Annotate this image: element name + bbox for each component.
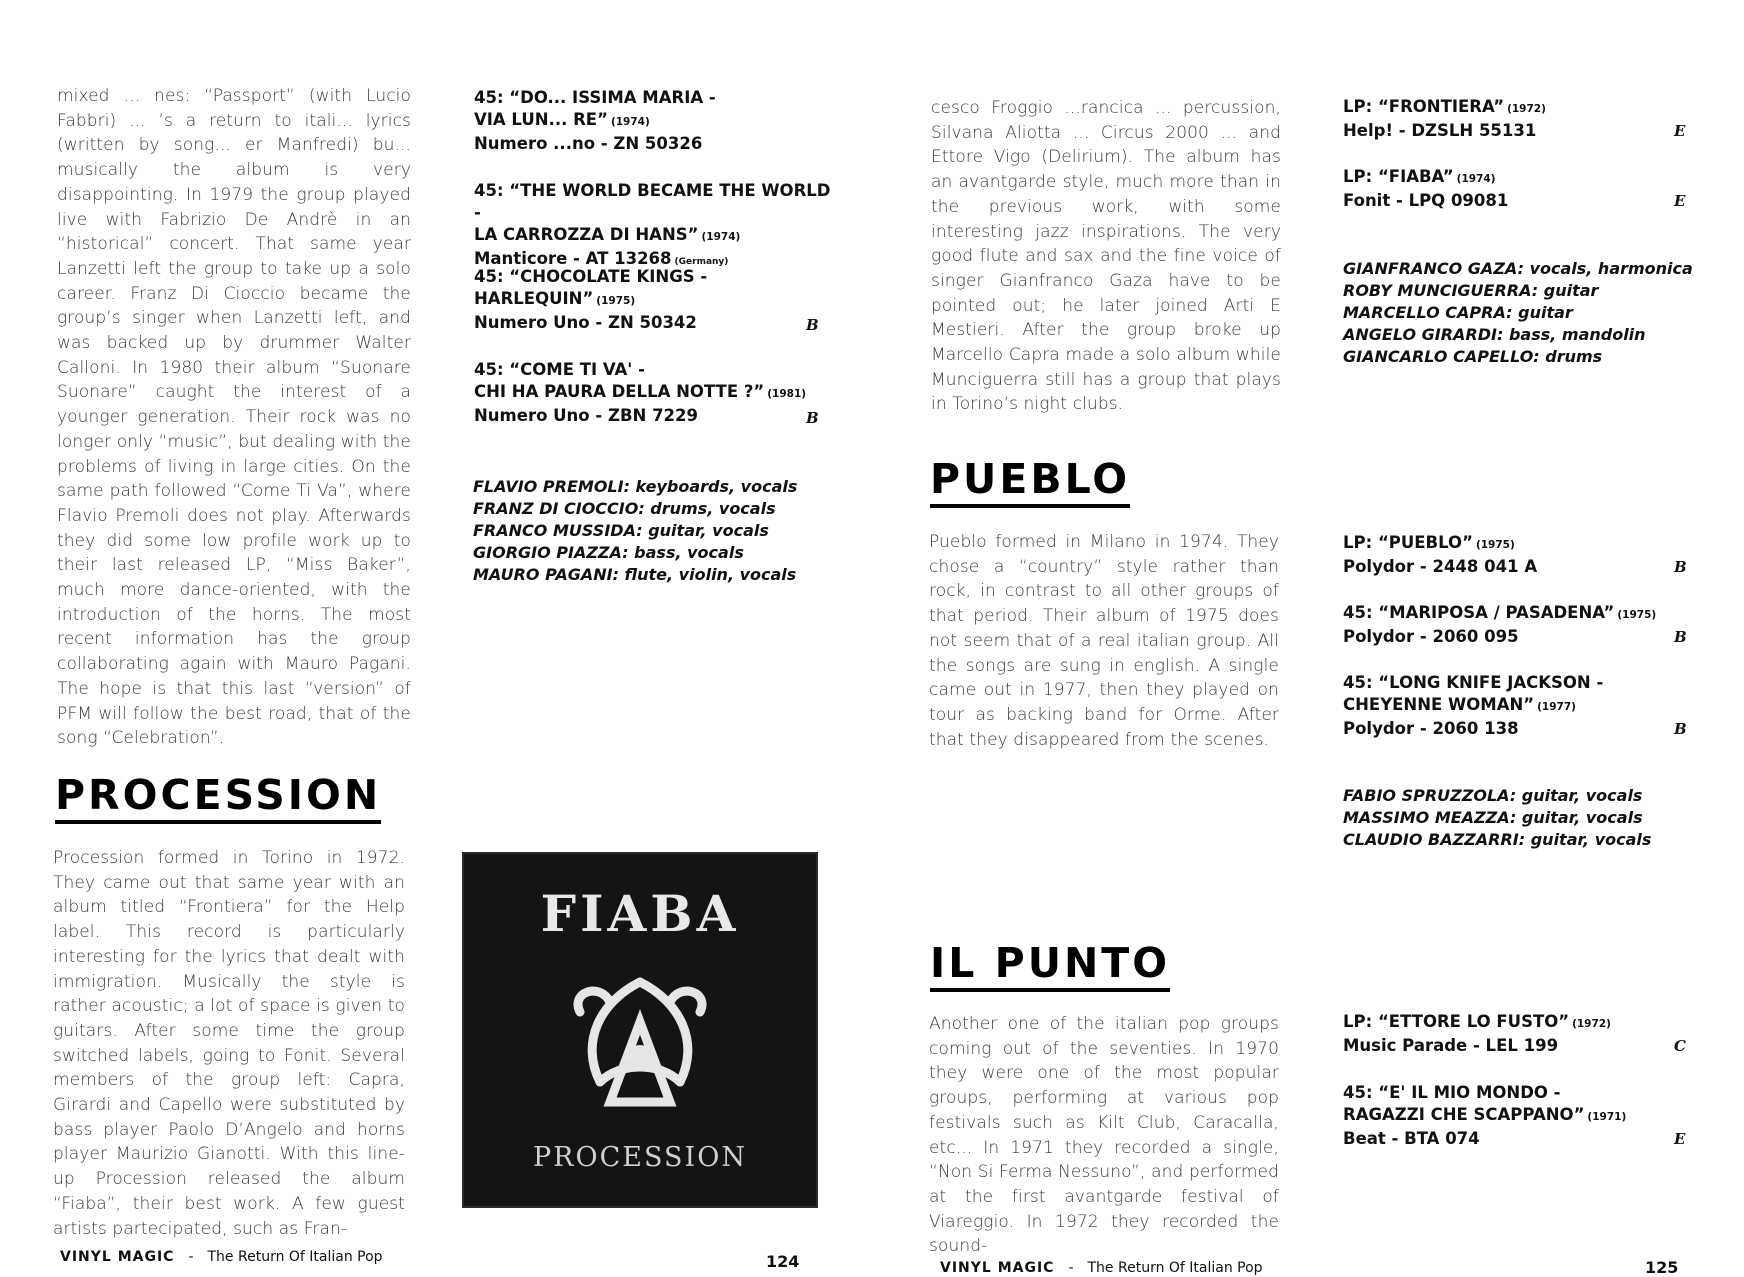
disc-year: (1971) xyxy=(1587,1111,1627,1123)
disc-entry xyxy=(1343,532,1687,578)
disc-year: (1977) xyxy=(1537,701,1576,713)
member-line: MASSIMO MEAZZA: guitar, vocals xyxy=(1343,808,1643,827)
member-line: FRANZ DI CIOCCIO: drums, vocals xyxy=(473,499,776,518)
disc-entry xyxy=(1343,672,1687,740)
member-line: GIANCARLO CAPELLO: drums xyxy=(1343,347,1603,366)
disc-label: Numero ...no - ZN 50326 xyxy=(474,134,703,153)
disc-title: 45: “DO... ISSIMA MARIA - xyxy=(474,88,716,107)
member-line: CLAUDIO BAZZARRI: guitar, vocals xyxy=(1343,830,1652,849)
procession-members-list xyxy=(1343,258,1693,368)
magazine-name: VINYL MAGIC xyxy=(940,1260,1055,1276)
procession-title: PROCESSION xyxy=(55,775,381,824)
disc-label: Numero Uno - ZN 50342 xyxy=(474,313,697,332)
disc-entry xyxy=(474,180,834,273)
disc-year: (1975) xyxy=(1475,539,1515,551)
member-line: FRANCO MUSSIDA: guitar, vocals xyxy=(473,521,769,540)
disc-entry xyxy=(1343,1082,1686,1150)
disc-title: LP: “PUEBLO” xyxy=(1343,533,1473,552)
disc-title: 45: “COME TI VA' - xyxy=(474,360,645,379)
disc-label: Polydor - 2448 041 A xyxy=(1343,557,1538,576)
member-line: FABIO SPRUZZOLA: guitar, vocals xyxy=(1343,786,1643,805)
procession-continuation-text: cesco Froggio ...rancica ... percussion, Silvana Aliotta ... Circus 2000 ... and Ettore Vigo (Delirium). The album has an avantgarde style, much more than in the previous work, with some interesting jazz inspirations. The very good flute and sax and the fine voice of singer Gianfranco Gaza have to be pointed out; he later joined Arti E Mestieri. After the group broke up Marcello Capra made a solo album while Munciguerra still has a group that plays in Torino’s night clubs. xyxy=(931,98,1281,415)
pueblo-title: PUEBLO xyxy=(930,459,1130,508)
ilpunto-title: IL PUNTO xyxy=(930,943,1170,992)
disc-label: Beat - BTA 074 xyxy=(1343,1129,1480,1148)
member-line: FLAVIO PREMOLI: keyboards, vocals xyxy=(473,477,798,496)
magazine-name: VINYL MAGIC xyxy=(60,1249,175,1265)
disc-entry xyxy=(474,359,834,427)
disc-year: (1974) xyxy=(701,231,741,243)
disc-title-line2: CHI HA PAURA DELLA NOTTE ?” xyxy=(474,382,765,401)
pfm-continuation-text: mixed ... nes: “Passport” (with Lucio Fabbri) ... ’s a return to itali... lyrics (written by song... er Manfredi) bu... musically the album is very disappointing. In 1979 the group played live with Fabrizio De Andrè in an “historical” concert. That same year Lanzetti left the group to take up a solo career. Franz Di Cioccio became the group’s singer when Lanzetti left, and was backed up by drummer Walter Calloni. In 1980 their album “Suonare Suonare” caught the interest of a younger generation. Their rock was no longer only “music”, but dealing with the problems of living in large cities. On the same path followed “Come Ti Va”, where Flavio Premoli does not play. Afterwards they did some low profile work up to their last released LP, “Miss Baker”, much more dance-oriented, with the introduction of the horns. The most recent information has the group collaborating again with Mauro Pagani. The hope is that this last “version” of PFM will follow the best road, that of the song “Celebration”. xyxy=(57,86,411,749)
disc-title-line2: RAGAZZI CHE SCAPPANO” xyxy=(1343,1105,1585,1124)
disc-title: LP: “FIABA” xyxy=(1343,167,1454,186)
disc-rating: B xyxy=(806,316,819,334)
footer-separator: - xyxy=(188,1249,194,1265)
disc-title: 45: “LONG KNIFE JACKSON - xyxy=(1343,673,1604,692)
member-line: ANGELO GIRARDI: bass, mandolin xyxy=(1343,325,1646,344)
page-number-left: 124 xyxy=(766,1252,800,1271)
disc-year: (1981) xyxy=(767,388,807,400)
disc-year: (1972) xyxy=(1572,1018,1611,1030)
member-line: ROBY MUNCIGUERRA: guitar xyxy=(1343,281,1599,300)
album-cover-fiaba xyxy=(462,852,818,1208)
disc-rating: B xyxy=(1674,720,1687,738)
pueblo-text: Pueblo formed in Milano in 1974. They chose a “country” style rather than rock, in contrast to all other groups of that period. Their album of 1975 does not seem that of a real italian group. All the songs are sung in english. A single came out in 1977, then they played on tour as backing band for Orme. After that they disappeared from the scenes. xyxy=(929,532,1279,750)
disc-label: Manticore - AT 13268 xyxy=(474,249,672,268)
disc-year: (1972) xyxy=(1507,103,1546,115)
disc-title: 45: “THE WORLD BECAME THE WORLD - xyxy=(474,181,831,222)
disc-entry xyxy=(474,266,834,334)
disc-year: (1975) xyxy=(596,295,636,307)
disc-title-line2: CHEYENNE WOMAN” xyxy=(1343,695,1535,714)
disc-year: (1975) xyxy=(1617,609,1657,621)
footer-separator: - xyxy=(1068,1260,1074,1276)
disc-entry xyxy=(1343,602,1687,648)
disc-rating: E xyxy=(1674,192,1686,210)
disc-entry xyxy=(1343,166,1686,212)
member-line: MAURO PAGANI: flute, violin, vocals xyxy=(473,565,797,584)
procession-text: Procession formed in Torino in 1972. They came out that same year with an album titled “Frontiera” for the Help label. This record is particularly interesting for the lyrics that dealt with immigration. Musically the style is rather acoustic; a lot of space is given to guitars. After some time the group switched labels, going to Fonit. Several members of the group left: Capra, Girardi and Capello were substituted by bass player Paolo D’Angelo and horns player Maurizio Gianotti. With this line-up Procession released the album “Fiaba”, their best work. A few guest artists partecipated, such as Fran- xyxy=(53,848,405,1239)
disc-rating: E xyxy=(1674,122,1686,140)
disc-entry xyxy=(1343,1011,1686,1057)
disc-entry xyxy=(1343,96,1686,142)
ilpunto-text: Another one of the italian pop groups coming out of the seventies. In 1970 they were one of the most popular groups, performing at various pop festivals such as Kilt Club, Caracalla, etc... In 1971 they recorded a single, “Non Si Ferma Nessuno”, and performed at the first avantgarde festival of Viareggio. In 1972 they recorded the sound- xyxy=(929,1014,1279,1257)
art-nouveau-emblem-icon xyxy=(560,962,720,1122)
disc-label: Help! - DZSLH 55131 xyxy=(1343,121,1537,140)
disc-title-line2: LA CARROZZA DI HANS” xyxy=(474,225,699,244)
disc-title: 45: “CHOCOLATE KINGS - xyxy=(474,267,708,286)
magazine-subtitle: The Return Of Italian Pop xyxy=(1087,1260,1263,1276)
disc-year: (1974) xyxy=(610,116,650,128)
magazine-subtitle: The Return Of Italian Pop xyxy=(207,1249,383,1265)
disc-title-line2: VIA LUN... RE” xyxy=(474,110,608,129)
disc-rating: B xyxy=(1674,558,1687,576)
member-line: MARCELLO CAPRA: guitar xyxy=(1343,303,1573,322)
cover-band-name: PROCESSION xyxy=(533,1142,747,1173)
disc-year: (1974) xyxy=(1456,173,1496,185)
disc-title: LP: “ETTORE LO FUSTO” xyxy=(1343,1012,1570,1031)
member-line: GIORGIO PIAZZA: bass, vocals xyxy=(473,543,744,562)
disc-rating: B xyxy=(1674,628,1687,646)
disc-rating: C xyxy=(1674,1037,1686,1055)
disc-label: Music Parade - LEL 199 xyxy=(1343,1036,1559,1055)
cover-title: FIABA xyxy=(540,884,740,943)
disc-label-note: (Germany) xyxy=(674,257,729,267)
disc-label: Fonit - LPQ 09081 xyxy=(1343,191,1509,210)
disc-label: Numero Uno - ZBN 7229 xyxy=(474,406,698,425)
disc-title: LP: “FRONTIERA” xyxy=(1343,97,1505,116)
disc-title-line2: HARLEQUIN” xyxy=(474,289,594,308)
disc-title: 45: “MARIPOSA / PASADENA” xyxy=(1343,603,1615,622)
disc-entry xyxy=(474,87,834,155)
pfm-members-list xyxy=(473,476,797,586)
disc-title: 45: “E' IL MIO MONDO - xyxy=(1343,1083,1561,1102)
page-footer-right xyxy=(940,1260,1263,1276)
page-footer-left xyxy=(60,1249,383,1265)
page-number-right: 125 xyxy=(1645,1258,1679,1277)
disc-label: Polydor - 2060 138 xyxy=(1343,719,1519,738)
disc-label: Polydor - 2060 095 xyxy=(1343,627,1519,646)
disc-rating: B xyxy=(806,409,819,427)
member-line: GIANFRANCO GAZA: vocals, harmonica xyxy=(1343,259,1693,278)
pueblo-members-list xyxy=(1343,785,1651,851)
disc-rating: E xyxy=(1674,1130,1686,1148)
